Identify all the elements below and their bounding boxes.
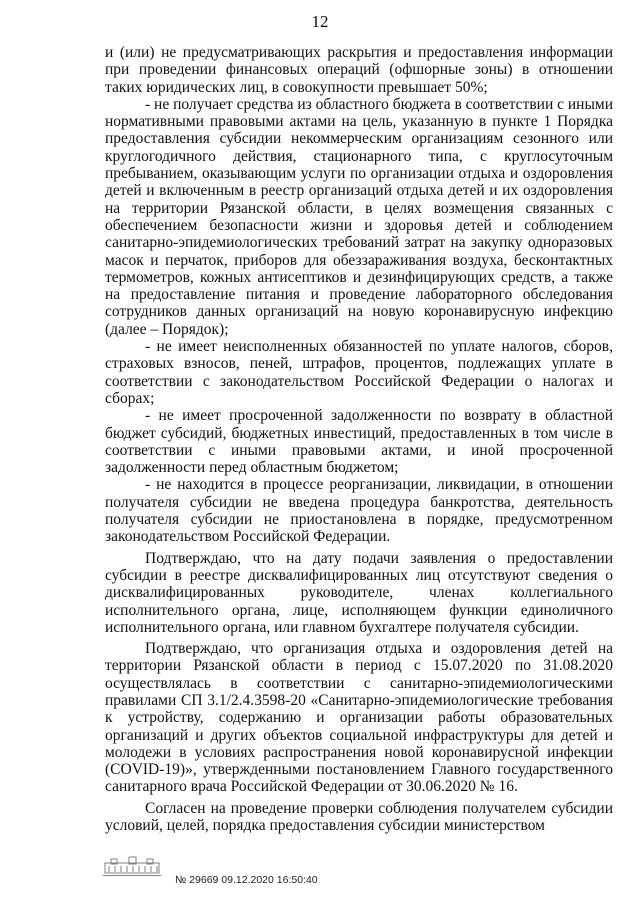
document-footer (103, 855, 403, 895)
paragraph-1: и (или) не предусматривающих раскрытия и предоставления информации при проведении финансовых операций (офшорные зоны) в отношении таких юридических лиц, в совокупности превышает 50%; (105, 44, 613, 96)
registration-stamp: № 29669 09.12.2020 16:50:40 (175, 874, 318, 886)
paragraph-6: Подтверждаю, что на дату подачи заявления о предоставлении субсидии в реестре дисквалифицированных лиц отсутствуют сведения о дисквалифицированных руководителе, членах коллегиального исполнительного органа, лице, исполняющем функции единоличного исполнительного органа, или главном бухгалтере получателя субсидии. (105, 549, 613, 636)
paragraph-2: - не получает средства из областного бюджета в соответствии с иными нормативными правовыми актами на цель, указанную в пункте 1 Порядка предоставления субсидии некоммерческим организациям сезонного или круглогодичного действия, стационарного типа, с круглосуточным пребыванием, оказывающим услуги по организации отдыха и оздоровления детей и включенным в реестр организаций отдыха детей и их оздоровления на территории Рязанской области, в целях возмещения связанных с обеспечением безопасности жизни и здоровья детей и соблюдением санитарно-эпидемиологических требований затрат на закупку одноразовых масок и перчаток, приборов для обеззараживания воздуха, бесконтактных термометров, кожных антисептиков и дезинфицирующих средств, а также на предоставление питания и проведение лабораторного обследования сотрудников данных организаций на новую коронавирусную инфекцию (далее – Порядок); (105, 95, 613, 338)
document-body (105, 44, 613, 834)
paragraph-8: Согласен на проведение проверки соблюдения получателем субсидии условий, целей, порядка предоставления субсидии министерством (105, 799, 613, 835)
paragraph-5: - не находится в процессе реорганизации, ликвидации, в отношении получателя субсидии не введена процедура банкротства, деятельность получателя субсидии не приостановлена в порядке, предусмотренном законодательством Российской Федерации. (105, 476, 613, 546)
paragraph-4: - не имеет просроченной задолженности по возврату в областной бюджет субсидий, бюджетных инвестиций, предоставленных в том числе в соответствии с иными правовыми актами, и иной просроченной задолженности перед областным бюджетом; (105, 407, 613, 477)
paragraph-3: - не имеет неисполненных обязанностей по уплате налогов, сборов, страховых взносов, пеней, штрафов, процентов, подлежащих уплате в соответствии с законодательством Российской Федерации о налогах и сборах; (105, 338, 613, 407)
building-stamp-icon (103, 855, 161, 876)
page-number: 12 (311, 12, 329, 31)
paragraph-7: Подтверждаю, что организация отдыха и оздоровления детей на территории Рязанской области в период с 15.07.2020 по 31.08.2020 осуществлялась в соответствии с санитарно-эпидемиологическими правилами СП 3.1/2.4.3598-20 «Санитарно-эпидемиологические требования к устройству, содержанию и организации работы образовательных организаций и других объектов социальной инфраструктуры для детей и молодежи в условиях распространения новой коронавирусной инфекции (COVID-19)», утвержденными постановлением Главного государственного санитарного врача Российской Федерации от 30.06.2020 № 16. (105, 640, 613, 796)
